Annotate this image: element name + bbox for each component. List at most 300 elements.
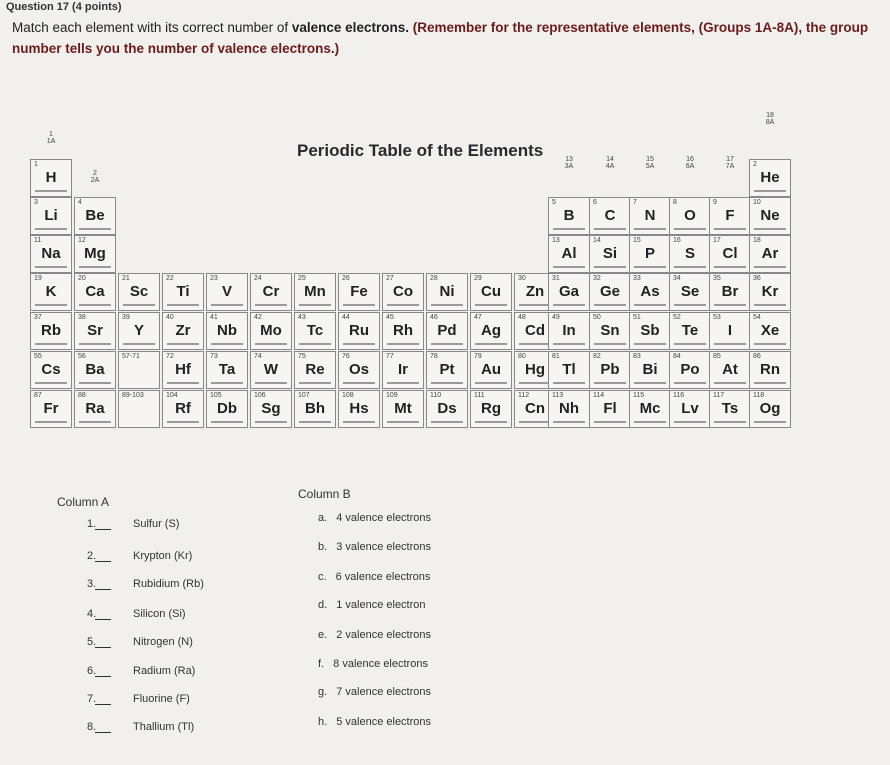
group-label	[36, 131, 66, 145]
atomic-number: 16	[673, 237, 681, 244]
element-symbol: N	[644, 207, 656, 224]
element-name-line	[594, 382, 626, 384]
group-series: 8A	[765, 119, 775, 126]
element-name-line	[35, 421, 67, 423]
element-symbol: Se	[680, 283, 700, 300]
atomic-number: 14	[593, 237, 601, 244]
atomic-number: 30	[518, 275, 526, 282]
element-symbol: Ta	[218, 361, 236, 378]
element-symbol: Db	[217, 400, 237, 417]
element-cell-rn	[749, 351, 791, 389]
element-symbol: Rb	[41, 322, 61, 339]
answer-blank[interactable]	[95, 551, 111, 562]
atomic-number: 73	[210, 353, 218, 360]
atomic-number: 115	[633, 392, 645, 399]
column-b-heading: Column B	[298, 487, 351, 501]
element-cell-lv	[669, 390, 711, 428]
atomic-number: 116	[673, 392, 685, 399]
element-cell-pt	[426, 351, 468, 389]
element-symbol: Bi	[642, 361, 658, 378]
element-cell-n	[629, 197, 671, 235]
atomic-number: 48	[518, 314, 526, 321]
element-symbol: Bh	[305, 400, 325, 417]
group-number: 17	[726, 156, 734, 163]
element-cell-os	[338, 351, 380, 389]
element-name-line	[674, 228, 706, 230]
element-cell-nh	[548, 390, 590, 428]
answer-blank[interactable]	[95, 609, 111, 620]
element-name: Radium (Ra)	[133, 665, 196, 677]
element-name-line	[211, 343, 243, 345]
element-name: Fluorine (F)	[133, 693, 190, 705]
column-a-item	[87, 636, 193, 648]
element-name-line	[79, 382, 111, 384]
group-number: 18	[766, 112, 774, 119]
element-name-line	[553, 228, 585, 230]
element-symbol: At	[722, 361, 738, 378]
element-cell-v	[206, 273, 248, 311]
atomic-number: 27	[386, 275, 394, 282]
element-cell-ba	[74, 351, 116, 389]
element-cell-mo	[250, 312, 292, 350]
atomic-number: 83	[633, 353, 641, 360]
column-b-item	[318, 658, 428, 670]
question-title: Question 17	[6, 1, 69, 13]
element-cell-nb	[206, 312, 248, 350]
element-symbol: Ne	[760, 207, 780, 224]
element-name-line	[594, 304, 626, 306]
valence-option: 7 valence electrons	[336, 686, 432, 698]
element-symbol: Po	[680, 361, 700, 378]
element-name-line	[343, 421, 375, 423]
element-cell-ra	[74, 390, 116, 428]
element-symbol: Ni	[439, 283, 455, 300]
atomic-number: 38	[78, 314, 86, 321]
element-symbol: Cl	[722, 245, 738, 262]
item-letter: b.	[318, 541, 331, 553]
element-cell-he	[749, 159, 791, 197]
element-name-line	[299, 382, 331, 384]
element-name-line	[211, 304, 243, 306]
element-symbol: Cn	[525, 400, 545, 417]
atomic-number: 18	[753, 237, 761, 244]
element-symbol: Ag	[481, 322, 501, 339]
element-symbol: K	[45, 283, 57, 300]
element-name-line	[594, 228, 626, 230]
element-symbol: Pb	[600, 361, 620, 378]
atomic-number: 56	[78, 353, 86, 360]
element-name-line	[553, 382, 585, 384]
element-cell-s	[669, 235, 711, 273]
element-name-line	[634, 343, 666, 345]
element-symbol: Al	[561, 245, 577, 262]
element-name-line	[519, 382, 551, 384]
element-name: Rubidium (Rb)	[133, 578, 204, 590]
element-cell-at	[709, 351, 751, 389]
element-symbol: Hf	[175, 361, 191, 378]
element-name-line	[79, 266, 111, 268]
valence-option: 8 valence electrons	[333, 658, 428, 670]
element-cell-pd	[426, 312, 468, 350]
element-name: Silicon (Si)	[133, 608, 186, 620]
atomic-number: 113	[552, 392, 564, 399]
element-symbol: O	[684, 207, 696, 224]
element-symbol: Re	[305, 361, 325, 378]
atomic-number: 29	[474, 275, 482, 282]
element-symbol: F	[725, 207, 735, 224]
atomic-number: 114	[593, 392, 605, 399]
element-symbol: Te	[681, 322, 699, 339]
atomic-number: 34	[673, 275, 681, 282]
atomic-number: 8	[673, 199, 677, 206]
element-symbol: V	[221, 283, 232, 300]
element-symbol: Ir	[397, 361, 408, 378]
atomic-number: 46	[430, 314, 438, 321]
element-symbol: Cs	[41, 361, 61, 378]
element-cell-hs	[338, 390, 380, 428]
group-series: 6A	[685, 163, 695, 170]
element-name-line	[387, 343, 419, 345]
element-name-line	[431, 343, 463, 345]
element-symbol: Xe	[760, 322, 780, 339]
element-cell-rb	[30, 312, 72, 350]
element-cell-tl	[548, 351, 590, 389]
atomic-number: 75	[298, 353, 306, 360]
atomic-number: 33	[633, 275, 641, 282]
element-name-line	[255, 382, 287, 384]
instructions-keyword: valence electrons.	[291, 20, 409, 35]
element-symbol: Mn	[304, 283, 326, 300]
answer-blank[interactable]	[95, 579, 111, 590]
element-name-line	[754, 228, 786, 230]
element-symbol: Rf	[175, 400, 191, 417]
element-name-line	[714, 343, 746, 345]
element-symbol: As	[640, 283, 660, 300]
element-name-line	[387, 421, 419, 423]
element-name-line	[387, 382, 419, 384]
element-name-line	[754, 421, 786, 423]
element-symbol: C	[604, 207, 616, 224]
atomic-number: 79	[474, 353, 482, 360]
column-a-heading: Column A	[57, 495, 110, 509]
group-series: 2A	[90, 177, 100, 184]
element-name-line	[553, 421, 585, 423]
element-cell-zr	[162, 312, 204, 350]
atomic-number: 81	[552, 353, 560, 360]
element-cell-ge	[589, 273, 631, 311]
group-label	[675, 156, 705, 170]
atomic-number: 26	[342, 275, 350, 282]
element-cell-au	[470, 351, 512, 389]
element-name-line	[123, 343, 155, 345]
atomic-number: 72	[166, 353, 174, 360]
valence-option: 4 valence electrons	[336, 512, 432, 524]
group-label	[595, 156, 625, 170]
atomic-number: 82	[593, 353, 601, 360]
column-a-item	[87, 518, 179, 530]
answer-blank[interactable]	[95, 519, 111, 530]
item-letter: f.	[318, 658, 328, 670]
element-name-line	[35, 382, 67, 384]
element-name-line	[714, 304, 746, 306]
element-symbol: Nh	[559, 400, 579, 417]
element-name-line	[167, 382, 199, 384]
atomic-number: 51	[633, 314, 641, 321]
element-symbol: Mt	[394, 400, 412, 417]
element-symbol: B	[563, 207, 575, 224]
atomic-number: 88	[78, 392, 86, 399]
group-label	[755, 112, 785, 126]
element-symbol: Rh	[393, 322, 413, 339]
element-symbol: Cu	[481, 283, 501, 300]
element-name-line	[594, 343, 626, 345]
element-symbol: Zn	[525, 283, 545, 300]
atomic-number: 117	[713, 392, 725, 399]
element-cell-mc	[629, 390, 671, 428]
column-a-item	[87, 578, 204, 590]
element-cell-cr	[250, 273, 292, 311]
group-number: 13	[565, 156, 573, 163]
element-cell-ni	[426, 273, 468, 311]
element-symbol: Kr	[761, 283, 779, 300]
item-number: 2.	[87, 550, 97, 562]
atomic-number: 111	[474, 392, 485, 399]
column-a-item	[87, 608, 186, 620]
element-symbol: Ge	[599, 283, 620, 300]
column-b-item	[318, 571, 430, 583]
element-symbol: Ra	[85, 400, 105, 417]
atomic-number: 20	[78, 275, 86, 282]
element-cell-series-57-71	[118, 351, 160, 389]
element-cell-ag	[470, 312, 512, 350]
element-name-line	[299, 343, 331, 345]
atomic-number: 86	[753, 353, 761, 360]
item-letter: d.	[318, 599, 331, 611]
element-symbol: Og	[759, 400, 781, 417]
element-name-line	[553, 304, 585, 306]
element-cell-f	[709, 197, 751, 235]
element-name-line	[754, 343, 786, 345]
atomic-number: 106	[254, 392, 266, 399]
valence-option: 6 valence electrons	[335, 571, 431, 583]
element-symbol: He	[760, 169, 780, 186]
atomic-number: 89-103	[122, 392, 144, 399]
atomic-number: 37	[34, 314, 42, 321]
element-cell-h	[30, 159, 72, 197]
element-symbol: Fr	[43, 400, 59, 417]
element-name-line	[674, 382, 706, 384]
atomic-number: 40	[166, 314, 174, 321]
element-name-line	[674, 266, 706, 268]
element-cell-br	[709, 273, 751, 311]
element-cell-li	[30, 197, 72, 235]
element-cell-pb	[589, 351, 631, 389]
atomic-number: 3	[34, 199, 38, 206]
item-letter: e.	[318, 629, 331, 641]
instructions-note: (Remember for the representative elements, (Groups 1A-8A), the group number tells you the number of valence electrons.)	[12, 20, 869, 56]
element-name-line	[519, 343, 551, 345]
atomic-number: 42	[254, 314, 262, 321]
element-cell-bi	[629, 351, 671, 389]
element-name-line	[343, 343, 375, 345]
atomic-number: 54	[753, 314, 761, 321]
element-name-line	[594, 266, 626, 268]
atomic-number: 6	[593, 199, 597, 206]
element-symbol: Ru	[349, 322, 369, 339]
element-symbol: Pt	[439, 361, 455, 378]
item-letter: a.	[318, 512, 331, 524]
element-name-line	[634, 304, 666, 306]
answer-blank[interactable]	[95, 722, 111, 733]
element-cell-po	[669, 351, 711, 389]
answer-blank[interactable]	[95, 637, 111, 648]
item-number: 5.	[87, 636, 97, 648]
element-name-line	[714, 266, 746, 268]
element-symbol: Au	[481, 361, 501, 378]
element-cell-cu	[470, 273, 512, 311]
element-name-line	[634, 421, 666, 423]
atomic-number: 55	[34, 353, 42, 360]
element-cell-cs	[30, 351, 72, 389]
element-name-line	[387, 304, 419, 306]
atomic-number: 47	[474, 314, 482, 321]
atomic-number: 41	[210, 314, 218, 321]
atomic-number: 4	[78, 199, 82, 206]
element-cell-hf	[162, 351, 204, 389]
atomic-number: 28	[430, 275, 438, 282]
group-series: 1A	[46, 138, 56, 145]
atomic-number: 107	[298, 392, 310, 399]
element-name-line	[634, 382, 666, 384]
column-a-item	[87, 550, 192, 562]
element-symbol: Li	[44, 207, 58, 224]
atomic-number: 17	[713, 237, 721, 244]
element-cell-mg	[74, 235, 116, 273]
atomic-number: 118	[753, 392, 765, 399]
element-name-line	[35, 343, 67, 345]
element-name-line	[475, 382, 507, 384]
instructions-lead: Match each element with its correct number of	[12, 20, 289, 35]
element-cell-rh	[382, 312, 424, 350]
element-cell-na	[30, 235, 72, 273]
atomic-number: 112	[518, 392, 530, 399]
atomic-number: 80	[518, 353, 526, 360]
element-cell-b	[548, 197, 590, 235]
atomic-number: 105	[210, 392, 222, 399]
element-cell-sr	[74, 312, 116, 350]
element-cell-ar	[749, 235, 791, 273]
column-b-item	[318, 686, 431, 698]
element-symbol: Rn	[760, 361, 780, 378]
element-name-line	[674, 304, 706, 306]
column-a-item	[87, 693, 190, 705]
atomic-number: 11	[34, 237, 42, 244]
element-symbol: Zr	[175, 322, 191, 339]
element-name-line	[475, 421, 507, 423]
element-name: Sulfur (S)	[133, 518, 180, 530]
element-cell-mn	[294, 273, 336, 311]
element-cell-og	[749, 390, 791, 428]
atomic-number: 45	[386, 314, 394, 321]
element-symbol: Br	[721, 283, 739, 300]
question-points: (4 points)	[72, 1, 122, 13]
column-a-item	[87, 665, 195, 677]
element-cell-cl	[709, 235, 751, 273]
element-cell-ga	[548, 273, 590, 311]
element-cell-tc	[294, 312, 336, 350]
column-b-item	[318, 716, 431, 728]
group-number: 1	[49, 131, 53, 138]
atomic-number: 50	[593, 314, 601, 321]
element-symbol: Na	[41, 245, 61, 262]
element-cell-ne	[749, 197, 791, 235]
group-label	[80, 170, 110, 184]
group-number: 2	[93, 170, 97, 177]
element-cell-te	[669, 312, 711, 350]
element-name-line	[431, 382, 463, 384]
atomic-number: 57-71	[122, 353, 140, 360]
element-name-line	[255, 421, 287, 423]
element-name-line	[343, 382, 375, 384]
element-cell-al	[548, 235, 590, 273]
element-name-line	[167, 304, 199, 306]
group-series: 7A	[725, 163, 735, 170]
element-cell-p	[629, 235, 671, 273]
item-number: 8.	[87, 721, 97, 733]
element-cell-co	[382, 273, 424, 311]
element-cell-ir	[382, 351, 424, 389]
element-name-line	[714, 228, 746, 230]
item-letter: c.	[318, 571, 330, 583]
element-cell-fr	[30, 390, 72, 428]
answer-blank[interactable]	[95, 694, 111, 705]
atomic-number: 44	[342, 314, 350, 321]
element-symbol: Fl	[603, 400, 617, 417]
element-cell-bh	[294, 390, 336, 428]
element-name-line	[674, 421, 706, 423]
element-name-line	[35, 304, 67, 306]
element-cell-kr	[749, 273, 791, 311]
element-cell-xe	[749, 312, 791, 350]
atomic-number: 22	[166, 275, 174, 282]
element-cell-i	[709, 312, 751, 350]
atomic-number: 84	[673, 353, 681, 360]
group-number: 15	[646, 156, 654, 163]
atomic-number: 39	[122, 314, 130, 321]
group-label	[635, 156, 665, 170]
element-name-line	[519, 304, 551, 306]
atomic-number: 31	[552, 275, 560, 282]
element-name-line	[431, 421, 463, 423]
atomic-number: 49	[552, 314, 560, 321]
atomic-number: 76	[342, 353, 350, 360]
element-symbol: Co	[393, 283, 413, 300]
element-symbol: Lv	[681, 400, 699, 417]
element-name-line	[519, 421, 551, 423]
element-cell-sc	[118, 273, 160, 311]
element-name-line	[35, 228, 67, 230]
element-cell-k	[30, 273, 72, 311]
element-symbol: Rg	[481, 400, 501, 417]
group-series: 4A	[605, 163, 615, 170]
element-name-line	[754, 190, 786, 192]
atomic-number: 52	[673, 314, 681, 321]
answer-blank[interactable]	[95, 666, 111, 677]
element-name-line	[255, 343, 287, 345]
item-number: 7.	[87, 693, 97, 705]
atomic-number: 10	[753, 199, 761, 206]
element-symbol: I	[727, 322, 733, 339]
